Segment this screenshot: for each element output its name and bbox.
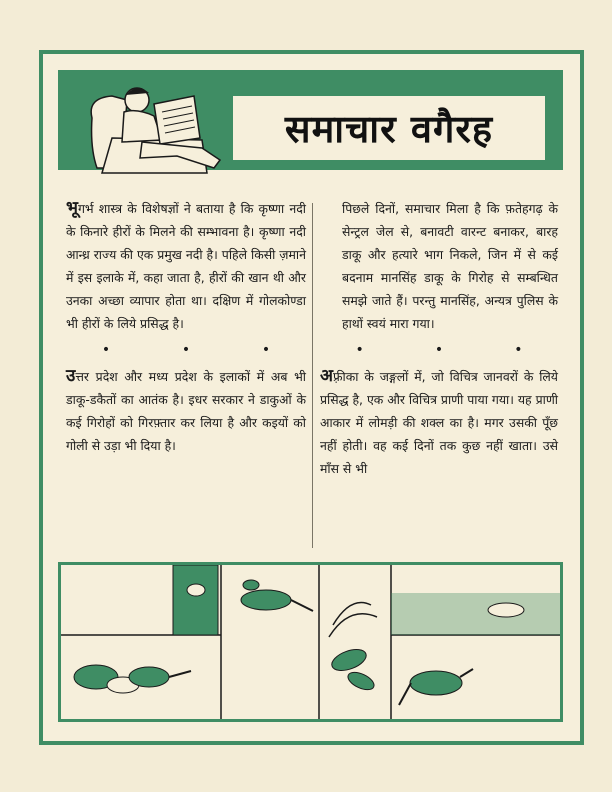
- separator-dots: • • •: [355, 341, 523, 358]
- left-column: [66, 197, 306, 457]
- article-text: त्तर प्रदेश और मध्य प्रदेश के इलाकों में अब भी डाकू-डकैतों का आतंक है। इधर सरकार ने डाकुओं के कई गिरोहों को गिरफ़्तार कर लिया है और कइयों को गोली से उड़ा भी दिया है।: [66, 369, 306, 453]
- page-title: समाचार वगैरह: [284, 106, 494, 151]
- rats-at-food-panel: [74, 565, 218, 693]
- title-box: [233, 96, 545, 160]
- comic-strip: [58, 562, 563, 722]
- right-column: [320, 197, 558, 480]
- article-text: फ़्रीका के जङ्गलों में, जो विचित्र जानवरों के लिये प्रसिद्ध है, एक और विचित्र प्राणी पाया गया। यह प्राणी आकार में लोमड़ी की शक्ल का है। मगर उसकी पूँछ नहीं होती। वह कई दिनों तक कुछ नहीं खाता। उसे माँस से भी: [320, 369, 558, 476]
- dropcap: भू: [66, 198, 78, 218]
- separator-dots: • • •: [101, 341, 271, 358]
- article-diamonds: [66, 197, 306, 335]
- cat-leaping-at-rat-panel: [241, 580, 313, 611]
- article-dacoits: [66, 365, 306, 457]
- article-text: पिछले दिनों, समाचार मिला है कि फ़तेहगढ़ के सेन्ट्रल जेल से, बनावटी वारन्ट बनाकर, बारह डाकू और हत्यारे भाग निकले, जिन में से कई बदनाम मानसिंह डाकू के गिरोह से सम्बन्धित समझे जाते हैं। परन्तु मानसिंह, अन्यत्र पुलिस के हाथों स्वयं मारा गया।: [342, 201, 558, 331]
- dropcap: अ: [320, 366, 333, 386]
- article-jailbreak: [320, 197, 558, 335]
- article-africa-animal: [320, 365, 558, 480]
- column-divider: [312, 203, 313, 548]
- article-text: गर्भ शास्त्र के विशेषज्ञों ने बताया है कि कृष्णा नदी के किनारे हीरों के मिलने की सम्भावना है। कृष्णा नदी आन्ध्र राज्य की एक प्रमुख नदी है। पहिले किसी ज़माने में इस इलाके में, कहा जाता है, हीरों की खान थी और उनका अच्छा व्यापार होता था। दक्षिण में गोलकोण्डा भी हीरों के लिये प्रसिद्ध है।: [66, 201, 306, 331]
- comic-illustration: [61, 565, 560, 719]
- cat-chasing-rat-along-wall-panel: [391, 593, 560, 705]
- man-reading-newspaper-icon: [82, 78, 227, 176]
- dropcap: उ: [66, 366, 76, 386]
- tailless-animal-jumping-panel: [329, 603, 377, 694]
